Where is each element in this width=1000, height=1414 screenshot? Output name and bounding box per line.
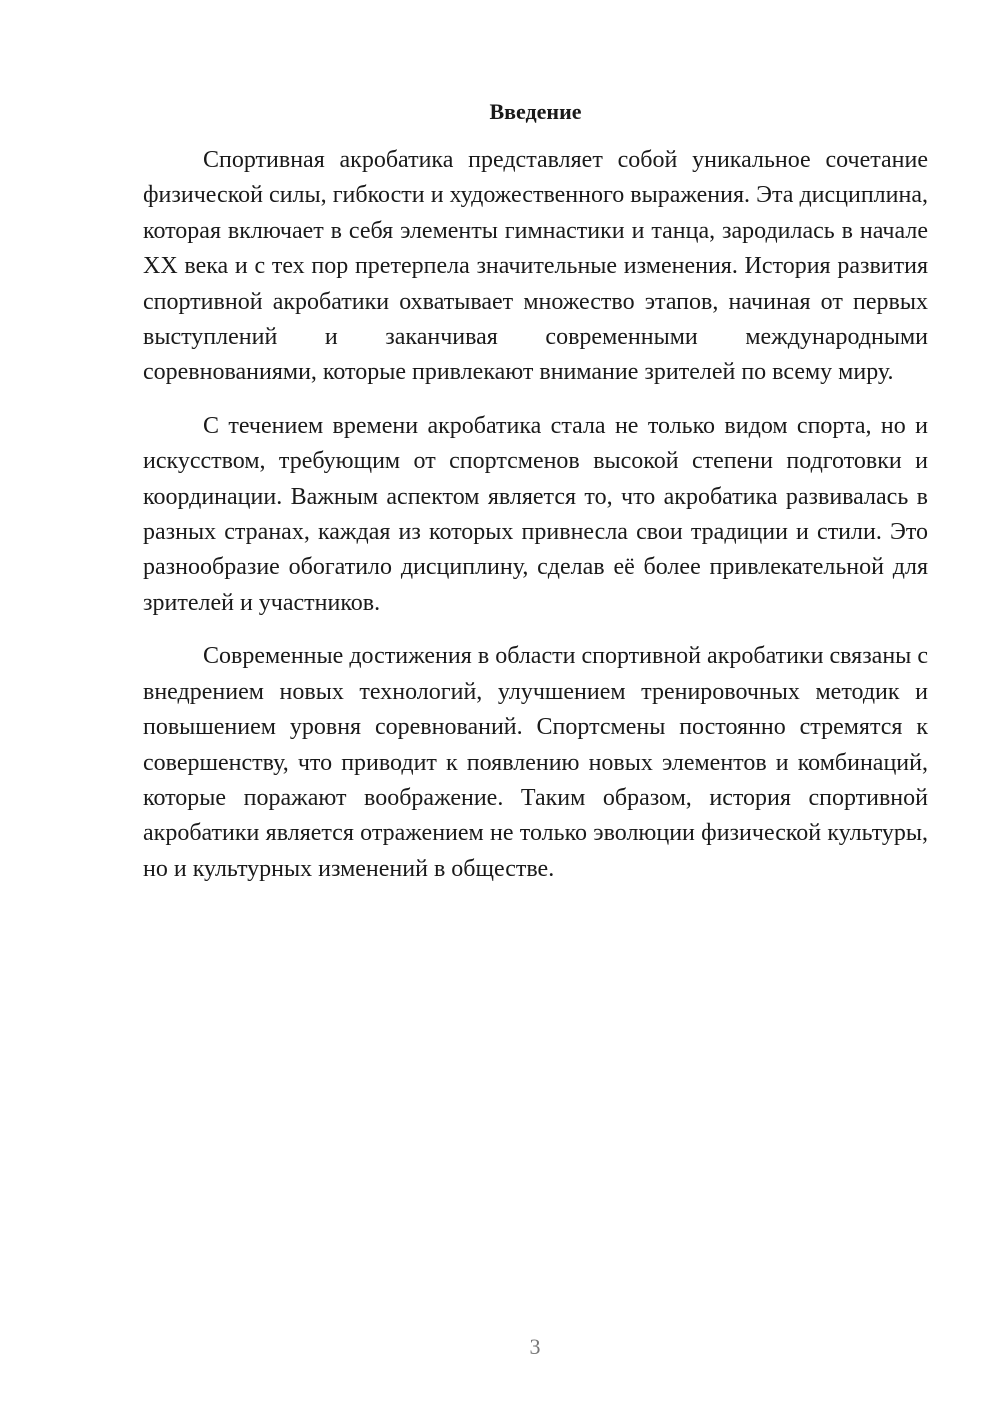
paragraph-1: Спортивная акробатика представляет собой уникальное сочетание физической силы, гибкости и художественного выражения. Эта дисциплина, которая включает в себя элементы гимнастики и танца, зародилась в начале XX века и с тех пор претерпела значительные изменения. История развития спортивной акробатики охватывает множество этапов, начиная от первых выступлений и заканчивая современными международными соревнованиями, которые привлекают внимание зрителей по всему миру. xyxy=(143,147,928,386)
body-text xyxy=(143,143,928,905)
page-title: Введение xyxy=(489,99,582,124)
paragraph-2: С течением времени акробатика стала не только видом спорта, но и искусством, требующим от спортсменов высокой степени подготовки и координации. Важным аспектом является то, что акробатика развивалась в разных странах, каждая из которых привнесла свои традиции и стили. Это разнообразие обогатило дисциплину, сделав её более привлекательной для зрителей и участников. xyxy=(143,412,928,616)
paragraph-3: Современные достижения в области спортивной акробатики связаны с внедрением новых технологий, улучшением тренировочных методик и повышением уровня соревнований. Спортсмены постоянно стремятся к совершенству, что приводит к появлению новых элементов и комбинаций, которые поражают воображение. Таким образом, история спортивной акробатики является отражением не только эволюции физической культуры, но и культурных изменений в обществе. xyxy=(143,643,928,882)
page-number: 3 xyxy=(529,1334,541,1359)
